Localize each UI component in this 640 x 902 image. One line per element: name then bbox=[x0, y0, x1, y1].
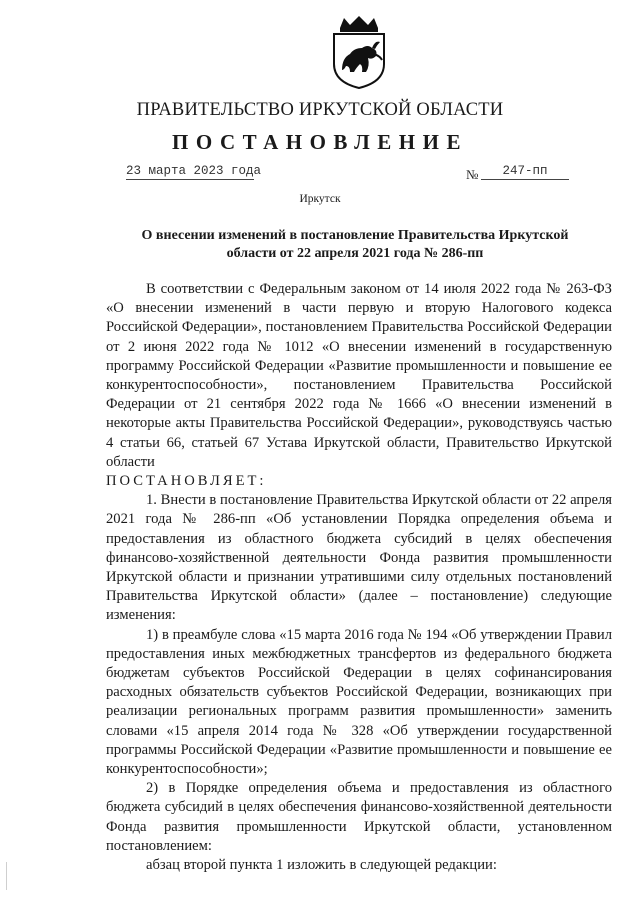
decrees-keyword: ПОСТАНОВЛЯЕТ: bbox=[106, 473, 267, 490]
number-sign: № bbox=[466, 167, 479, 182]
document-heading: О внесении изменений в постановление Правительства Иркутской области от 22 апреля 2021 года № 286-пп bbox=[141, 228, 569, 261]
item-1-2-a-paragraph: абзац второй пункта 1 изложить в следующей редакции: bbox=[146, 857, 497, 874]
document-date: 23 марта 2023 года bbox=[126, 164, 262, 178]
document-body bbox=[106, 280, 612, 875]
document-number: 247-пп bbox=[481, 164, 569, 180]
item-1-1-paragraph: 1) в преамбуле слова «15 марта 2016 года № 194 «Об утверждении Правил предоставления иных межбюджетных трансфертов из федерального бюджета бюджетам субъектов Российской Федерации в целях софинансирования расходных обязательств субъектов Российской Федерации, возникающих при реализации региональных программ развития промышленности» заменить словами «15 апреля 2014 года № 328 «Об утверждении государственной программы Российской Федерации «Развитие промышленности и повышение ее конкурентоспособности»; bbox=[106, 626, 612, 778]
government-title: ПРАВИТЕЛЬСТВО ИРКУТСКОЙ ОБЛАСТИ bbox=[136, 100, 504, 120]
preamble-paragraph: В соответствии с Федеральным законом от 14 июля 2022 года № 263-ФЗ «О внесении изменений в части первую и вторую Налогового кодекса Российской Федерации», постановлением Правительства Российской Федерации от 2 июня 2022 года № 1012 «О внесении изменений в государственную программу Российской Федерации «Развитие промышленности и повышение ее конкурентоспособности», постановлением Правительства Российской Федерации от 21 сентября 2022 года № 1666 «О внесении изменений в некоторые акты Правительства Российской Федерации», руководствуясь частью 4 статьи 66, статьей 67 Устава Иркутской области, Правительство Иркутской области bbox=[106, 281, 612, 470]
item-1-paragraph: 1. Внести в постановление Правительства Иркутской области от 22 апреля 2021 года № 286-пп «Об установлении Порядка определения объема и предоставления из областного бюджета субсидий в целях обеспечения финансово-хозяйственной деятельности Фонда развития промышленности Иркутской области и признании утратившими силу отдельных постановлений Правительства Иркутской области» (далее – постановление) следующие изменения: bbox=[106, 492, 612, 624]
coat-of-arms-emblem bbox=[328, 14, 390, 90]
scan-margin-mark bbox=[6, 862, 7, 890]
document-type-title: ПОСТАНОВЛЕНИЕ bbox=[172, 130, 468, 154]
coat-of-arms-icon bbox=[328, 14, 390, 90]
city-name: Иркутск bbox=[299, 193, 341, 205]
item-1-2-paragraph: 2) в Порядке определения объема и предоставления из областного бюджета субсидий в целях обеспечения финансово-хозяйственной деятельности Фонда развития промышленности Иркутской области, установленном постановлением: bbox=[106, 780, 612, 854]
